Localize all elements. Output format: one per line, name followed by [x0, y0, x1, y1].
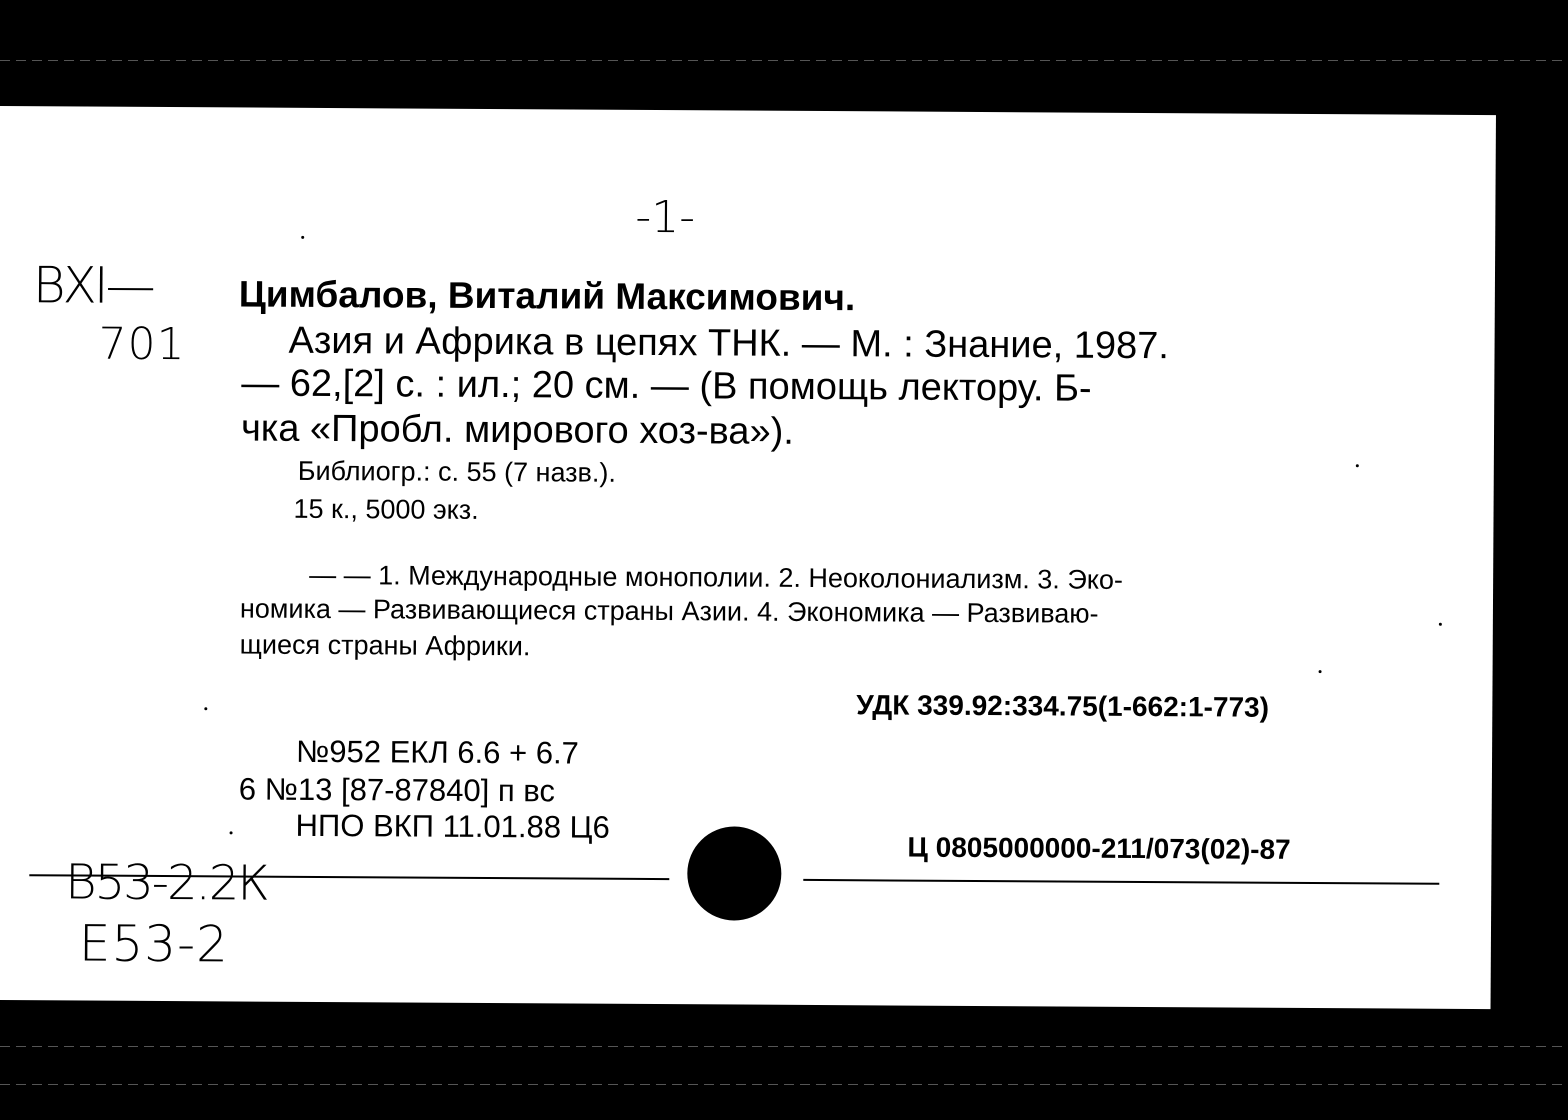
catalog-number-line-1: №952 ЕКЛ 6.6 + 6.7 [295, 733, 579, 771]
udk-code: УДК 339.92:334.75(1-662:1-773) [856, 689, 1270, 723]
scan-edge-bottom-2 [0, 1084, 1568, 1085]
catalog-card [0, 106, 1496, 1009]
divider-line-right [803, 879, 1439, 885]
speck [1439, 623, 1442, 626]
subject-headings-line-3: щиеся страны Африки. [239, 629, 531, 662]
catalog-number-line-2: 6 №13 [87-87840] п вс [238, 771, 556, 809]
title-line-2: — 62,[2] с. : ил.; 20 см. — (В помощь лектору. Б- [241, 362, 1092, 410]
title-line-3: чка «Пробл. мирового хоз-ва»). [240, 407, 794, 453]
page-number: -1- [635, 191, 696, 244]
handwritten-classification-2: Е53-2 [78, 914, 230, 974]
speck [1356, 464, 1359, 467]
title-line-1: Азия и Африка в цепях ТНК. — М. : Знание, 1987. [288, 319, 1170, 368]
speck [230, 831, 233, 834]
scan-edge-bottom-1 [0, 1046, 1568, 1047]
bibliography-note: Библиогр.: с. 55 (7 назв.). [297, 455, 617, 488]
speck [301, 236, 304, 239]
speck [1319, 670, 1322, 673]
author-heading: Цимбалов, Виталий Максимович. [238, 273, 856, 319]
classification-code: Ц 0805000000-211/073(02)-87 [907, 831, 1291, 865]
handwritten-shelfmark-2: 701 [98, 318, 186, 371]
handwritten-classification-1: В53-2.2К [65, 854, 268, 912]
scan-edge-top [0, 60, 1568, 61]
subject-headings-line-1: — — 1. Международные монополии. 2. Неоколониализм. 3. Эко- [309, 559, 1123, 595]
catalog-number-line-3: НПО ВКП 11.01.88 Ц6 [295, 807, 610, 845]
speck [204, 707, 207, 710]
handwritten-shelfmark-1: ВХI— [32, 256, 153, 315]
price-copies: 15 к., 5000 экз. [293, 493, 479, 525]
card-punch-hole [687, 826, 782, 921]
subject-headings-line-2: номика — Развивающиеся страны Азии. 4. Экономика — Развиваю- [239, 593, 1099, 629]
